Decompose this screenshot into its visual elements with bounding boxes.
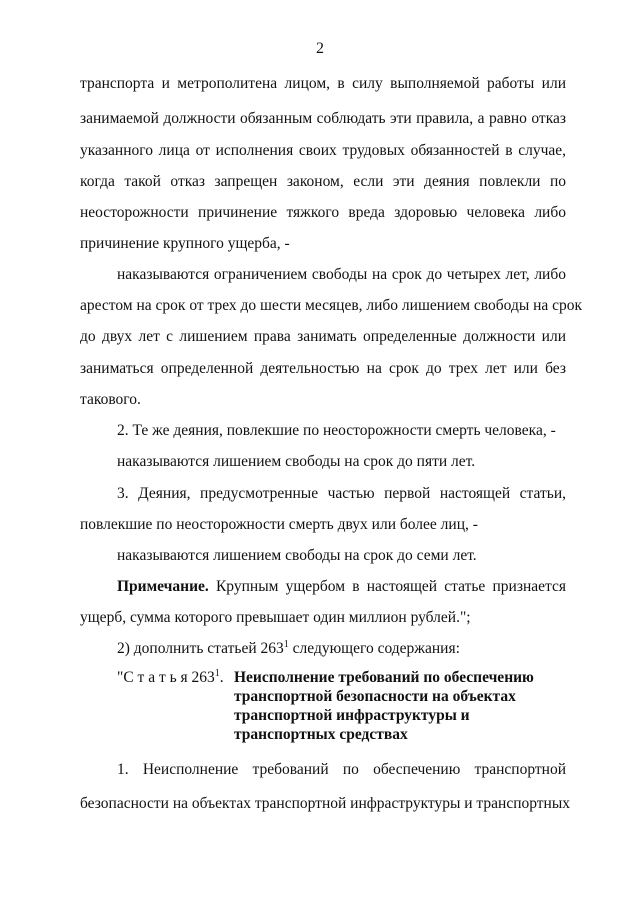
text-line: повлекшие по неосторожности смерть двух или более лиц, - (80, 516, 478, 533)
text-line: ущерб, сумма которого превышает один миллион рублей."; (80, 609, 471, 626)
text-line: наказываются лишением свободы на срок до пяти лет. (117, 453, 476, 470)
text-line: причинение крупного ущерба, - (80, 235, 290, 252)
note-label: Примечание. (117, 578, 209, 595)
superscript: 1 (283, 638, 289, 650)
text-line: неосторожности причинение тяжкого вреда здоровью человека либо (80, 204, 566, 221)
text-line: наказываются лишением свободы на срок до семи лет. (117, 547, 477, 564)
note-text: Крупным ущербом в настоящей статье признается (215, 578, 566, 595)
amendment-line: 2) дополнить статьей $263^1$ следующего содержания: (117, 638, 460, 657)
text-line: указанного лица от исполнения своих трудовых обязанностей в случае, (80, 142, 566, 159)
text-line: арестом на срок от трех до шести месяцев, либо лишением свободы на срок (80, 297, 583, 314)
text-line: безопасности на объектах транспортной инфраструктуры и транспортных (80, 795, 571, 812)
page-number: 2 (316, 40, 324, 57)
text-line: транспорта и метрополитена лицом, в силу выполняемой работы или (80, 75, 566, 92)
text-line: до двух лет с лишением права занимать определенные должности или (80, 328, 566, 345)
text-line: 1. Неисполнение требований по обеспечению транспортной (117, 761, 566, 778)
superscript: 1 (214, 667, 220, 679)
article-title: Неисполнение требований по обеспечению транспортной безопасности на объектах транспортной инфраструктуры и транспортных средствах (234, 669, 534, 743)
text-line: 3. Деяния, предусмотренные частью первой настоящей статьи, (117, 485, 566, 502)
text-line: 2. Те же деяния, повлекшие по неосторожности смерть человека, - (117, 422, 556, 439)
article-label: "С т а т ь я $263^1$. (117, 667, 224, 686)
text-line: такового. (80, 391, 141, 408)
text-line: занимаемой должности обязанным соблюдать эти правила, а равно отказ (80, 110, 566, 127)
note-line (117, 577, 566, 597)
text-line: когда такой отказ запрещен законом, если эти деяния повлекли по (80, 173, 566, 190)
text-line: заниматься определенной деятельностью на срок до трех лет или без (80, 360, 566, 377)
text-line: наказываются ограничением свободы на срок до четырех лет, либо (117, 266, 566, 283)
